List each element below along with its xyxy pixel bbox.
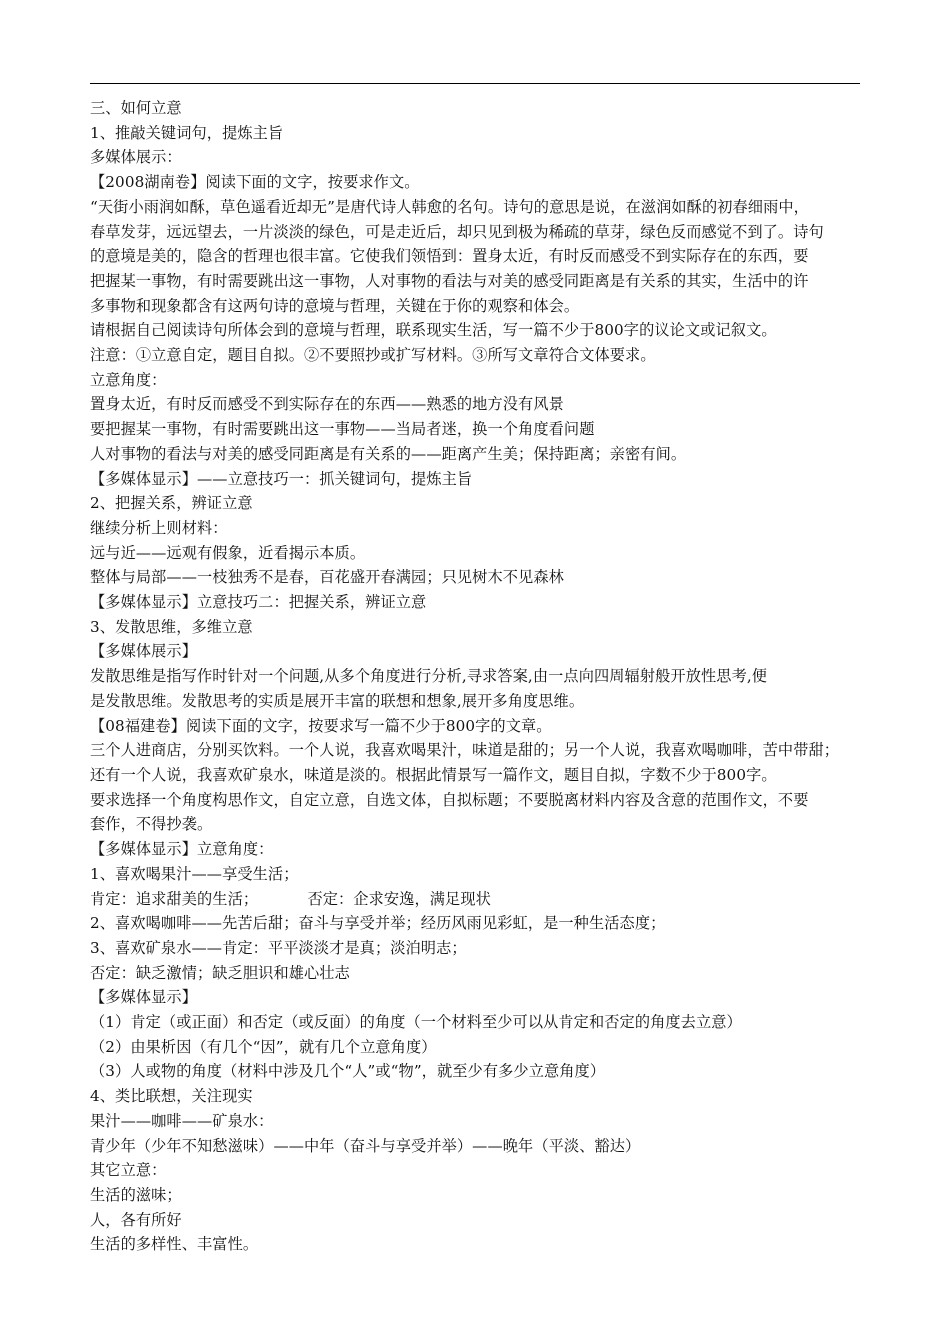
text-line: 整体与局部——一枝独秀不是春，百花盛开春满园；只见树木不见森林	[90, 568, 564, 587]
section-heading: 三、如何立意	[90, 99, 182, 117]
text-line: 3、喜欢矿泉水——肯定：平平淡淡才是真；淡泊明志；	[90, 938, 467, 957]
document-body	[90, 96, 860, 1257]
text-line: 【多媒体显示】立意技巧二：把握关系，辨证立意	[90, 593, 427, 612]
text-line: 否定：缺乏激情；缺乏胆识和雄心壮志	[90, 963, 350, 982]
subsection-heading: 4、类比联想，关注现实	[90, 1087, 253, 1106]
text-line: 要把握某一事物，有时需要跳出这一事物——当局者迷，换一个角度看问题	[90, 420, 595, 439]
text-line: 继续分析上则材料：	[90, 518, 228, 537]
text-line: 还有一个人说，我喜欢矿泉水，味道是淡的。根据此情景写一篇作文，题目自拟，字数不少于800字。	[90, 765, 777, 784]
text-line: 人对事物的看法与对美的感受同距离是有关系的——距离产生美；保持距离；亲密有间。	[90, 444, 687, 463]
text-line: 的意境是美的，隐含的哲理也很丰富。它使我们领悟到：置身太近，有时反而感受不到实际存在的东西，要	[90, 247, 809, 266]
subsection-heading: 1、推敲关键词句，提炼主旨	[90, 123, 284, 142]
subsection-heading: 2、把握关系，辨证立意	[90, 494, 253, 513]
text-line: 青少年（少年不知愁滋味）——中年（奋斗与享受并举）——晚年（平淡、豁达）	[90, 1136, 641, 1155]
text-line: 春草发芽，远远望去，一片淡淡的绿色，可是走近后，却只见到极为稀疏的草芽，绿色反而感觉不到了。诗句	[90, 222, 824, 241]
text-line: 请根据自己阅读诗句所体会到的意境与哲理，联系现实生活，写一篇不少于800字的议论文或记叙文。	[90, 321, 777, 340]
text-line: 要求选择一个角度构思作文，自定立意，自选文体，自拟标题；不要脱离材料内容及含意的范围作文，不要	[90, 790, 809, 809]
text-line: 【08福建卷】阅读下面的文字，按要求写一篇不少于800字的文章。	[90, 716, 552, 735]
text-line: 1、喜欢喝果汁——享受生活；	[90, 864, 299, 883]
text-line: 多事物和现象都含有这两句诗的意境与哲理，关键在于你的观察和体会。	[90, 296, 580, 315]
text-line: （1）肯定（或正面）和否定（或反面）的角度（一个材料至少可以从肯定和否定的角度去立意）	[90, 1013, 742, 1032]
text-line: （3）人或物的角度（材料中涉及几个“人”或“物”，就至少有多少立意角度）	[90, 1062, 606, 1081]
text-line: 套作，不得抄袭。	[90, 815, 213, 834]
text-line: 注意：①立意自定，题目自拟。②不要照抄或扩写材料。③所写文章符合文体要求。	[90, 346, 656, 365]
text-line: 远与近——远观有假象，近看揭示本质。	[90, 543, 366, 562]
text-line: 【2008湖南卷】阅读下面的文字，按要求作文。	[90, 173, 420, 192]
text-line: 2、喜欢喝咖啡——先苦后甜；奋斗与享受并举；经历风雨见彩虹，是一种生活态度；	[90, 914, 666, 933]
text-line: 其它立意：	[90, 1161, 167, 1180]
text-line: 【多媒体显示】立意角度：	[90, 840, 274, 859]
text-line: 【多媒体显示】	[90, 988, 198, 1007]
text-line: （2）由果析因（有几个“因”，就有几个立意角度）	[90, 1037, 437, 1056]
text-line: 果汁——咖啡——矿泉水：	[90, 1111, 274, 1130]
text-line: 生活的多样性、丰富性。	[90, 1235, 259, 1254]
header-rule	[90, 83, 860, 84]
text-line: 【多媒体显示】——立意技巧一：抓关键词句，提炼主旨	[90, 469, 473, 488]
text-line: 生活的滋味；	[90, 1185, 182, 1204]
text-line: 置身太近，有时反而感受不到实际存在的东西——熟悉的地方没有风景	[90, 395, 564, 414]
text-line: 肯定：追求甜美的生活； 否定：企求安逸，满足现状	[90, 889, 491, 908]
text-line: “天街小雨润如酥，草色遥看近却无”是唐代诗人韩愈的名句。诗句的意思是说，在滋润如酥的初春细雨中，	[90, 197, 809, 216]
text-line: 发散思维是指写作时针对一个问题,从多个角度进行分析,寻求答案,由一点向四周辐射般开放性思考,便	[90, 667, 768, 686]
text-line: 把握某一事物，有时需要跳出这一事物，人对事物的看法与对美的感受同距离是有关系的其实，生活中的许	[90, 271, 809, 290]
text-line: 是发散思维。发散思考的实质是展开丰富的联想和想象,展开多角度思维。	[90, 691, 585, 710]
text-line: 多媒体展示：	[90, 148, 182, 167]
text-line: 【多媒体展示】	[90, 642, 198, 661]
text-line: 三个人进商店，分别买饮料。一个人说，我喜欢喝果汁，味道是甜的；另一个人说，我喜欢喝咖啡，苦中带甜；	[90, 741, 840, 760]
subsection-heading: 3、发散思维，多维立意	[90, 617, 253, 636]
text-line: 人，各有所好	[90, 1210, 182, 1229]
text-line: 立意角度：	[90, 370, 167, 389]
